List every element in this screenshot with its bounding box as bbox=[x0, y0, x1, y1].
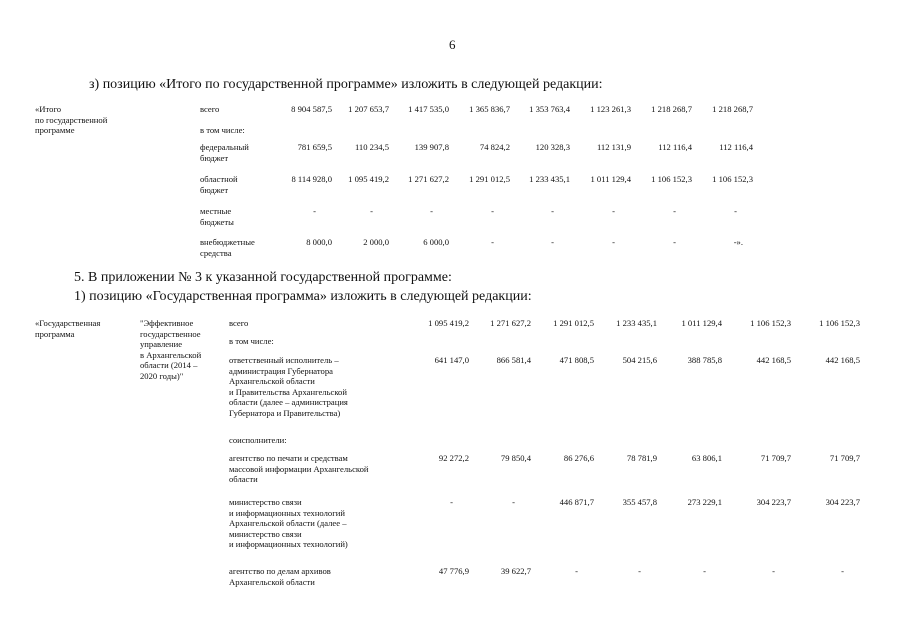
table1-cell: 1 106 152,3 bbox=[712, 174, 753, 184]
table2-cell: 39 622,7 bbox=[500, 566, 531, 576]
table2-row-label: соисполнители: bbox=[229, 435, 287, 445]
table1-row-label: областной бюджет bbox=[200, 174, 238, 195]
table1-cell: 1 207 653,7 bbox=[348, 104, 389, 114]
table1-cell: 6 000,0 bbox=[423, 237, 449, 247]
table1-cell: 112 131,9 bbox=[596, 142, 631, 152]
table2-cell: - bbox=[512, 497, 515, 507]
table1-cell: 1 291 012,5 bbox=[469, 174, 510, 184]
table1-cell: 781 659,5 bbox=[297, 142, 332, 152]
table1-row-label: в том числе: bbox=[200, 125, 245, 135]
table2-cell: 71 709,7 bbox=[829, 453, 860, 463]
table1-cell: 8 000,0 bbox=[306, 237, 332, 247]
table1-cell: - bbox=[673, 206, 676, 216]
table2-cell: - bbox=[575, 566, 578, 576]
table1-cell: - bbox=[551, 237, 554, 247]
table1-cell: 8 904 587,5 bbox=[291, 104, 332, 114]
table2-cell: 1 291 012,5 bbox=[553, 318, 594, 328]
table2-row-label: всего bbox=[229, 318, 249, 328]
table2-cell: 92 272,2 bbox=[438, 453, 469, 463]
table1-cell: 1 106 152,3 bbox=[651, 174, 692, 184]
table2-cell: 504 215,6 bbox=[622, 355, 657, 365]
table1-row-label: федеральный бюджет bbox=[200, 142, 249, 163]
table2-cell: 79 850,4 bbox=[500, 453, 531, 463]
table1-cell: - bbox=[313, 206, 316, 216]
table2-cell: 86 276,6 bbox=[563, 453, 594, 463]
table2-cell: - bbox=[638, 566, 641, 576]
table2-cell: 273 229,1 bbox=[687, 497, 722, 507]
table1-cell: -». bbox=[733, 237, 743, 247]
table1-cell: 1 271 627,2 bbox=[408, 174, 449, 184]
table1-row-label: местные бюджеты bbox=[200, 206, 234, 227]
table2-cell: 1 106 152,3 bbox=[819, 318, 860, 328]
table1-cell: 112 116,4 bbox=[719, 142, 753, 152]
table1-cell: - bbox=[491, 206, 494, 216]
table1-cell: - bbox=[430, 206, 433, 216]
table1-cell: 120 328,3 bbox=[535, 142, 570, 152]
section-heading-5: 5. В приложении № 3 к указанной государственной программе: bbox=[74, 270, 452, 285]
table1-cell: 2 000,0 bbox=[363, 237, 389, 247]
page-number: 6 bbox=[449, 37, 456, 52]
table1-cell: 1 417 535,0 bbox=[408, 104, 449, 114]
table1-row-label: всего bbox=[200, 104, 220, 114]
table2-cell: 1 106 152,3 bbox=[750, 318, 791, 328]
table1-cell: - bbox=[612, 206, 615, 216]
table1-cell: 1 123 261,3 bbox=[590, 104, 631, 114]
table2-cell: 47 776,9 bbox=[438, 566, 469, 576]
table2-cell: - bbox=[841, 566, 844, 576]
table2-cell: 388 785,8 bbox=[687, 355, 722, 365]
table1-cell: 1 353 763,4 bbox=[529, 104, 570, 114]
section-heading-5-1: 1) позицию «Государственная программа» изложить в следующей редакции: bbox=[74, 289, 532, 304]
table2-cell: 1 011 129,4 bbox=[681, 318, 722, 328]
table1-cell: 1 233 435,1 bbox=[529, 174, 570, 184]
table2-row-label: в том числе: bbox=[229, 336, 274, 346]
table1-cell: 8 114 928,0 bbox=[291, 174, 332, 184]
table1-cell: 112 116,4 bbox=[658, 142, 692, 152]
table2-cell: 355 457,8 bbox=[622, 497, 657, 507]
table1-cell: - bbox=[734, 206, 737, 216]
table2-col2: "Эффективное государственное управление в Архангельской области (2014 – 2020 годы)" bbox=[140, 318, 202, 381]
table1-row-label: внебюджетные средства bbox=[200, 237, 255, 258]
table2-cell: 471 808,5 bbox=[559, 355, 594, 365]
table2-cell: 63 806,1 bbox=[691, 453, 722, 463]
table2-cell: 866 581,4 bbox=[496, 355, 531, 365]
table1-cell: 1 095 419,2 bbox=[348, 174, 389, 184]
table1-cell: - bbox=[612, 237, 615, 247]
table1-cell: 1 011 129,4 bbox=[590, 174, 631, 184]
table2-cell: - bbox=[772, 566, 775, 576]
table1-cell: 110 234,5 bbox=[354, 142, 389, 152]
table1-label: «Итого по государственной программе bbox=[35, 104, 108, 136]
table1-cell: 1 218 268,7 bbox=[651, 104, 692, 114]
table2-cell: 1 271 627,2 bbox=[490, 318, 531, 328]
table2-cell: 1 095 419,2 bbox=[428, 318, 469, 328]
table1-cell: 139 907,8 bbox=[414, 142, 449, 152]
table1-cell: - bbox=[370, 206, 373, 216]
table2-cell: 71 709,7 bbox=[760, 453, 791, 463]
table2-cell: 442 168,5 bbox=[825, 355, 860, 365]
table1-cell: 1 218 268,7 bbox=[712, 104, 753, 114]
table2-cell: - bbox=[703, 566, 706, 576]
table2-row-label: ответственный исполнитель – администрация Губернатора Архангельской области и Правительства Архангельской области (далее – администрация Губернатора и Правительства) bbox=[229, 355, 348, 418]
table2-col1: «Государственная программа bbox=[35, 318, 101, 339]
table2-row-label: министерство связи и информационных технологий Архангельской области (далее – министерство связи и информационных технологий) bbox=[229, 497, 348, 550]
table1-cell: 1 365 836,7 bbox=[469, 104, 510, 114]
section-heading-z: з) позицию «Итого по государственной программе» изложить в следующей редакции: bbox=[89, 77, 603, 92]
table1-cell: - bbox=[491, 237, 494, 247]
table2-cell: 304 223,7 bbox=[825, 497, 860, 507]
table2-row-label: агентство по печати и средствам массовой информации Архангельской области bbox=[229, 453, 369, 485]
table2-cell: 442 168,5 bbox=[756, 355, 791, 365]
table2-cell: 641 147,0 bbox=[434, 355, 469, 365]
table2-cell: - bbox=[450, 497, 453, 507]
table1-cell: - bbox=[673, 237, 676, 247]
table1-cell: - bbox=[551, 206, 554, 216]
table2-row-label: агентство по делам архивов Архангельской области bbox=[229, 566, 331, 587]
table2-cell: 78 781,9 bbox=[626, 453, 657, 463]
table2-cell: 1 233 435,1 bbox=[616, 318, 657, 328]
table2-cell: 304 223,7 bbox=[756, 497, 791, 507]
table2-cell: 446 871,7 bbox=[559, 497, 594, 507]
table1-cell: 74 824,2 bbox=[479, 142, 510, 152]
